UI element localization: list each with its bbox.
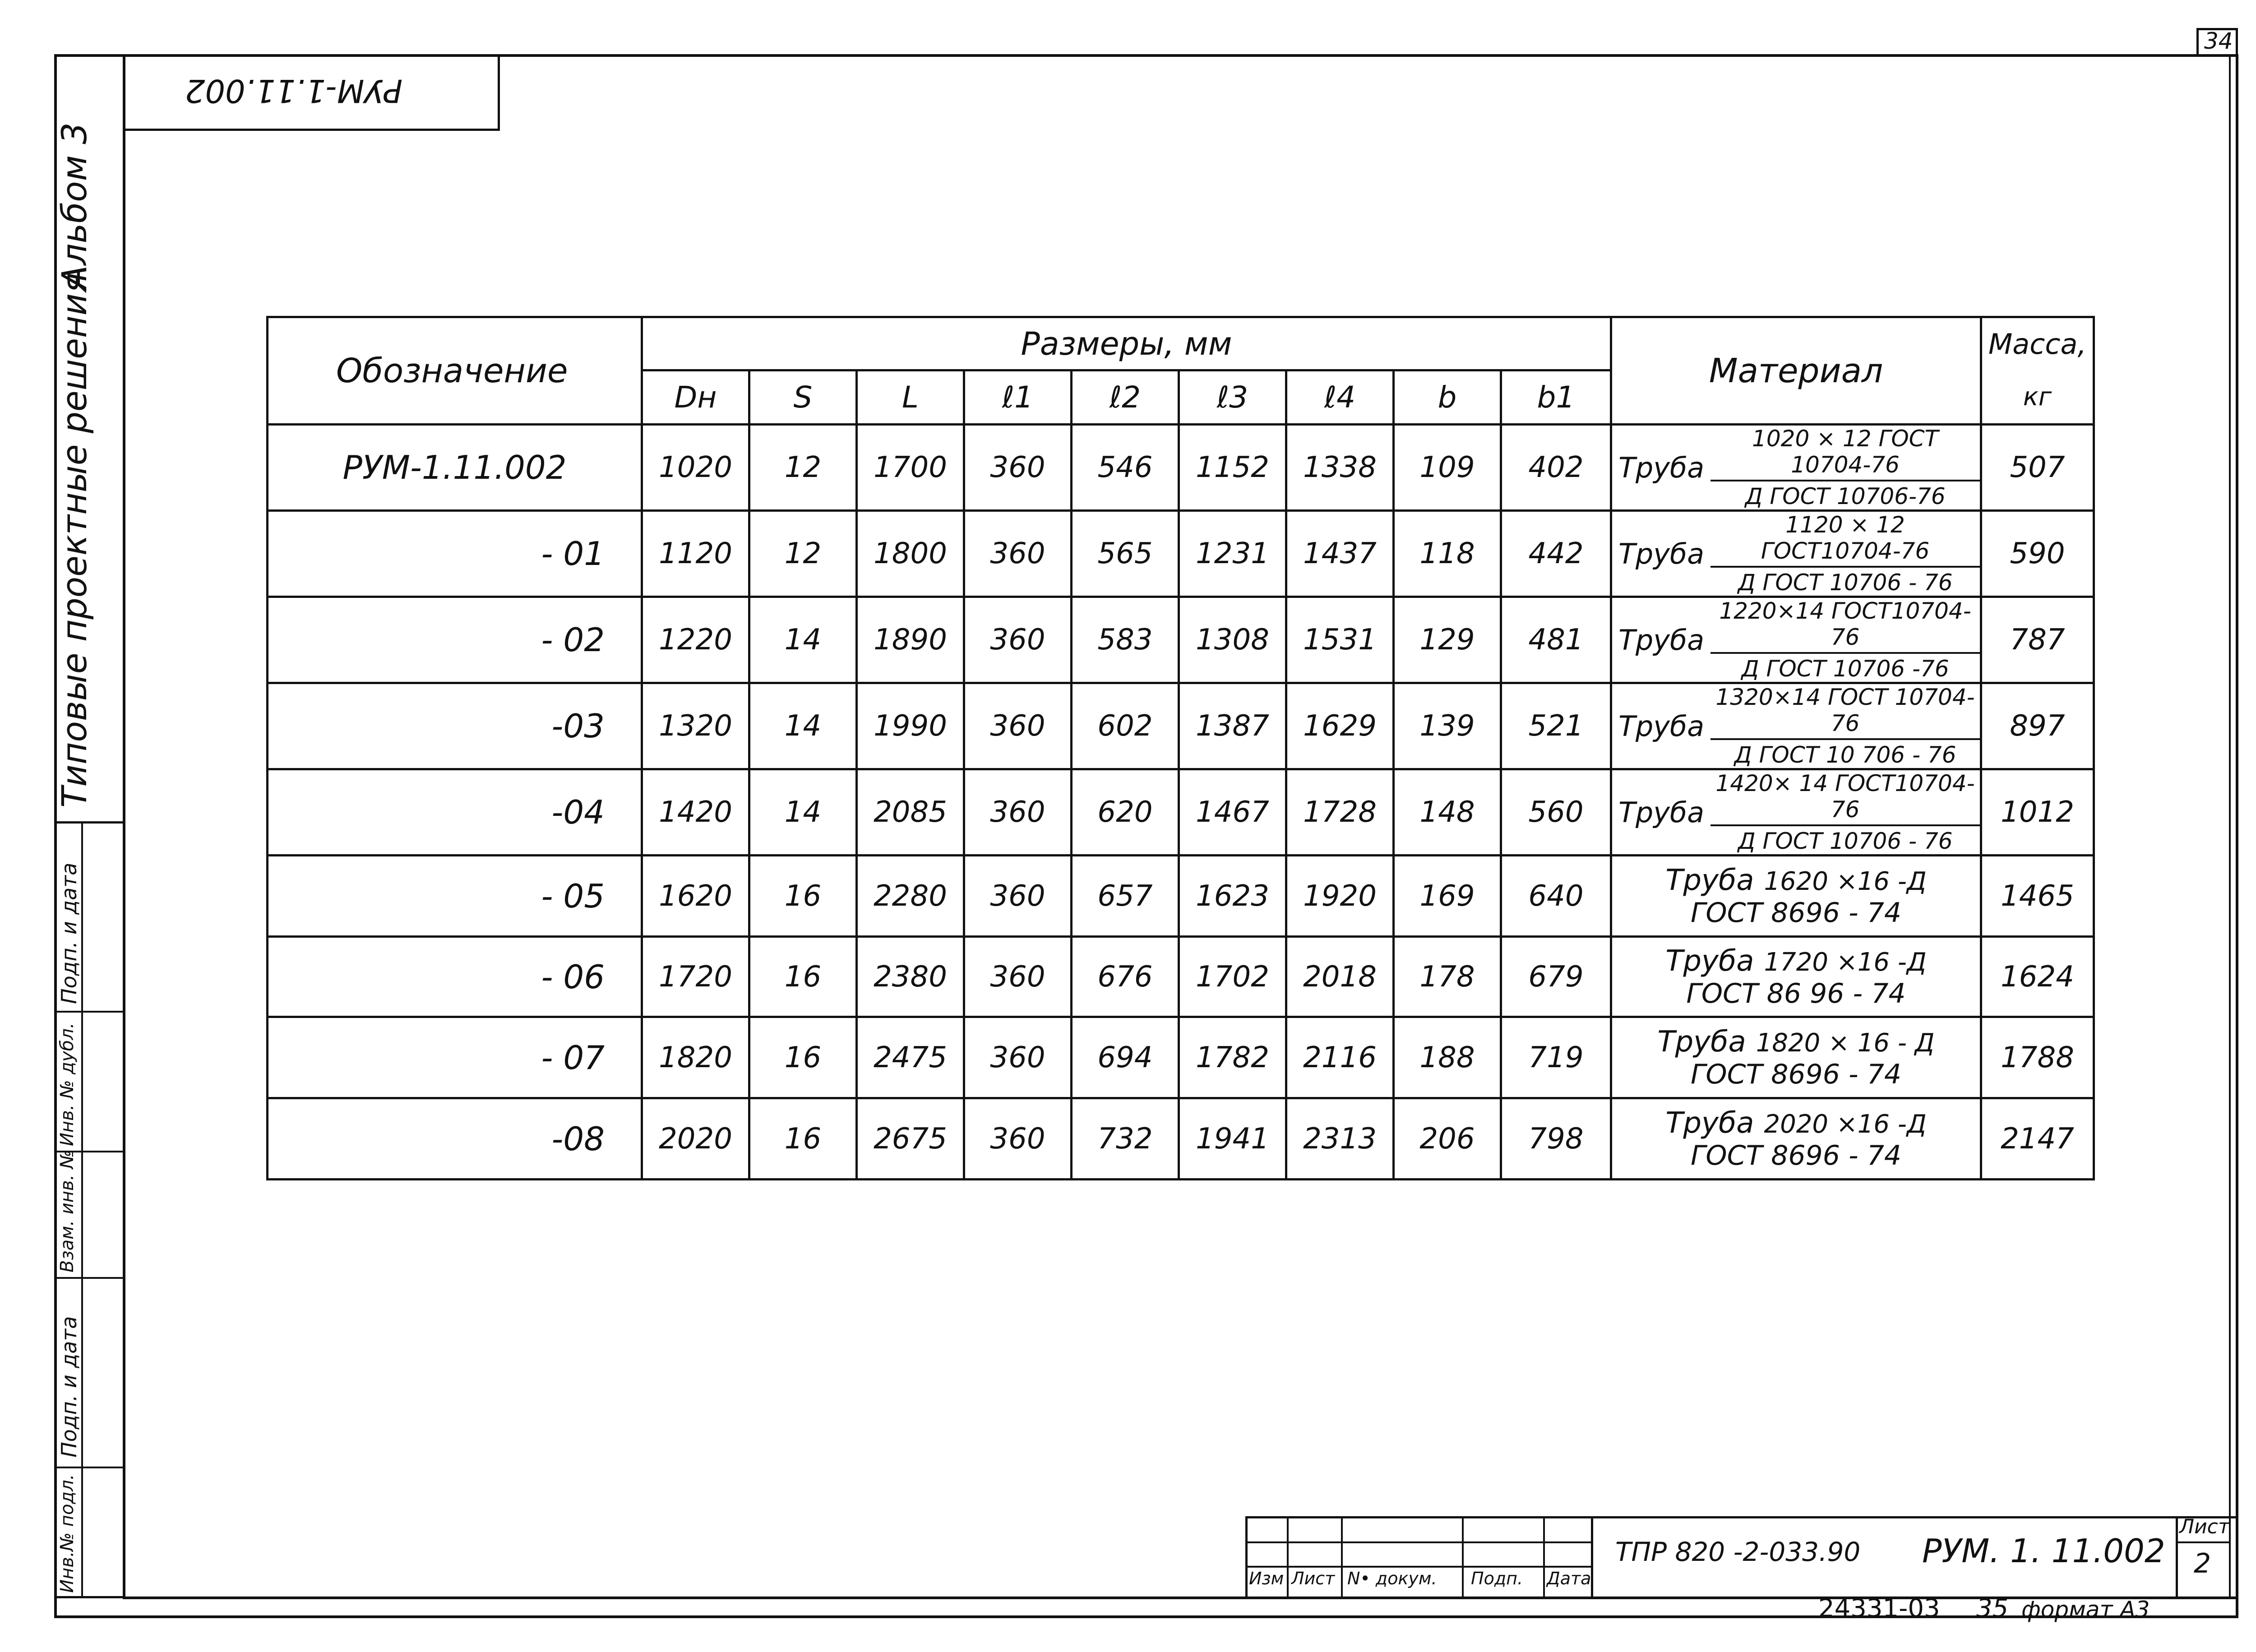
row-designation: -08 — [268, 1098, 642, 1180]
tb-label-sign: Подп. — [1471, 1569, 1523, 1588]
material-word: Труба — [1665, 863, 1754, 897]
cell-b: 169 — [1394, 856, 1501, 937]
header-col-l4: ℓ4 — [1286, 370, 1394, 425]
table-row — [268, 856, 2094, 937]
tb-label-change: Изм — [1249, 1569, 1284, 1588]
cell-l1: 360 — [964, 856, 1072, 937]
cell-l3: 1152 — [1179, 425, 1286, 511]
material-spec: 1720 ×16 -Д — [1764, 947, 1927, 977]
header-col-b: b — [1394, 370, 1501, 425]
material-standard: ГОСТ 8696 - 74 — [1690, 1058, 1902, 1090]
cell-mass: 1012 — [1981, 769, 2094, 856]
cell-dn: 1420 — [642, 769, 749, 856]
tb-label-doc: N• докум. — [1347, 1569, 1437, 1588]
tb-grid — [2176, 1516, 2178, 1598]
cell-dn: 1720 — [642, 937, 749, 1017]
cell-l: 1890 — [857, 597, 964, 683]
specification-table — [266, 316, 2095, 1180]
cell-l1: 360 — [964, 425, 1072, 511]
cell-dn: 1620 — [642, 856, 749, 937]
cell-b: 148 — [1394, 769, 1501, 856]
cell-l1: 360 — [964, 683, 1072, 769]
cell-l4: 1629 — [1286, 683, 1394, 769]
material-spec: 1620 ×16 -Д — [1764, 866, 1927, 896]
cell-l: 2475 — [857, 1017, 964, 1098]
material-spec: 1320×14 ГОСТ 10704-76 — [1710, 684, 1980, 740]
header-designation: Обозначение — [268, 317, 642, 425]
cell-material — [1611, 769, 1981, 856]
cell-b1: 402 — [1501, 425, 1611, 511]
cell-b: 109 — [1394, 425, 1501, 511]
material-standard: Д ГОСТ 10706 -76 — [1741, 656, 1949, 682]
cell-b1: 521 — [1501, 683, 1611, 769]
cell-b: 206 — [1394, 1098, 1501, 1180]
cell-l3: 1623 — [1179, 856, 1286, 937]
cell-material — [1611, 683, 1981, 769]
cell-b1: 640 — [1501, 856, 1611, 937]
tb-grid — [1245, 1566, 1593, 1568]
cell-b1: 679 — [1501, 937, 1611, 1017]
tb-label-sheet: Лист — [1291, 1569, 1335, 1588]
cell-l3: 1308 — [1179, 597, 1286, 683]
cell-l3: 1702 — [1179, 937, 1286, 1017]
cell-b: 118 — [1394, 511, 1501, 597]
cell-l3: 1782 — [1179, 1017, 1286, 1098]
cell-l4: 1437 — [1286, 511, 1394, 597]
tb-project-number: ТПР 820 -2-033.90 — [1615, 1536, 1861, 1567]
material-standard: ГОСТ 8696 - 74 — [1690, 1139, 1902, 1171]
material-spec: 2020 ×16 -Д — [1764, 1109, 1927, 1139]
row-designation: -04 — [268, 769, 642, 856]
row-designation: - 07 — [268, 1017, 642, 1098]
header-mass: Масса, — [1981, 317, 2094, 370]
material-standard: Д ГОСТ 10706 - 76 — [1738, 828, 1953, 854]
material-word: Труба — [1665, 1106, 1754, 1140]
material-standard: ГОСТ 86 96 - 74 — [1686, 977, 1906, 1009]
table-row — [268, 1017, 2094, 1098]
tb-grid — [1462, 1516, 1464, 1598]
cell-l2: 694 — [1072, 1017, 1179, 1098]
header-material: Материал — [1611, 317, 1981, 425]
strip-div — [54, 1011, 125, 1013]
cell-l: 2675 — [857, 1098, 964, 1180]
cell-b1: 481 — [1501, 597, 1611, 683]
cell-l1: 360 — [964, 937, 1072, 1017]
cell-mass: 787 — [1981, 597, 2094, 683]
left-strip-inner-line — [81, 821, 83, 1598]
cell-l3: 1231 — [1179, 511, 1286, 597]
footer-page: 35 — [1976, 1594, 2009, 1623]
cell-dn: 1020 — [642, 425, 749, 511]
tb-grid — [2176, 1541, 2230, 1543]
material-word: Труба — [1618, 451, 1705, 484]
cell-b1: 798 — [1501, 1098, 1611, 1180]
footer-format: формат А3 — [2021, 1596, 2150, 1623]
cell-l1: 360 — [964, 769, 1072, 856]
table-row — [268, 683, 2094, 769]
cell-material — [1611, 1017, 1981, 1098]
material-spec: 1120 × 12 ГОСТ10704-76 — [1710, 512, 1980, 568]
cell-material — [1611, 597, 1981, 683]
cell-mass: 1465 — [1981, 856, 2094, 937]
cell-l: 2380 — [857, 937, 964, 1017]
cell-l4: 2116 — [1286, 1017, 1394, 1098]
cell-l1: 360 — [964, 597, 1072, 683]
cell-l: 1700 — [857, 425, 964, 511]
header-col-dn: Dн — [642, 370, 749, 425]
cell-l4: 1728 — [1286, 769, 1394, 856]
cell-material — [1611, 856, 1981, 937]
cell-l4: 1531 — [1286, 597, 1394, 683]
cell-mass: 1788 — [1981, 1017, 2094, 1098]
row-designation: РУМ-1.11.002 — [268, 425, 642, 511]
cell-b: 139 — [1394, 683, 1501, 769]
cell-mass: 897 — [1981, 683, 2094, 769]
cell-s: 16 — [749, 856, 857, 937]
cell-b1: 560 — [1501, 769, 1611, 856]
cell-b1: 442 — [1501, 511, 1611, 597]
cell-dn: 1120 — [642, 511, 749, 597]
cell-l: 1800 — [857, 511, 964, 597]
header-col-l1: ℓ1 — [964, 370, 1072, 425]
table-row — [268, 937, 2094, 1017]
table-row — [268, 511, 2094, 597]
row-designation: - 01 — [268, 511, 642, 597]
cell-material — [1611, 1098, 1981, 1180]
cell-b: 129 — [1394, 597, 1501, 683]
cell-l1: 360 — [964, 511, 1072, 597]
material-word: Труба — [1618, 796, 1705, 829]
tb-document-code: РУМ. 1. 11.002 — [1922, 1532, 2165, 1570]
cell-l3: 1387 — [1179, 683, 1286, 769]
header-col-l3: ℓ3 — [1179, 370, 1286, 425]
cell-l2: 657 — [1072, 856, 1179, 937]
material-word: Труба — [1665, 944, 1754, 978]
material-standard: ГОСТ 8696 - 74 — [1690, 897, 1902, 929]
album-label: Альбом 3 — [54, 122, 94, 289]
row-designation: -03 — [268, 683, 642, 769]
material-word: Труба — [1657, 1025, 1746, 1059]
material-spec: 1020 × 12 ГОСТ 10704-76 — [1710, 426, 1980, 481]
row-designation: - 06 — [268, 937, 642, 1017]
cell-mass: 2147 — [1981, 1098, 2094, 1180]
cell-l1: 360 — [964, 1017, 1072, 1098]
strip-div — [54, 1467, 125, 1468]
header-col-l2: ℓ2 — [1072, 370, 1179, 425]
table-row — [268, 425, 2094, 511]
strip-repl-inv: Взам. инв. № — [57, 1150, 78, 1273]
cell-l2: 602 — [1072, 683, 1179, 769]
cell-l2: 546 — [1072, 425, 1179, 511]
strip-div — [54, 1277, 125, 1279]
frame-right-inner-line — [2229, 54, 2231, 1598]
table-row — [268, 1098, 2094, 1180]
cell-l2: 565 — [1072, 511, 1179, 597]
cell-l2: 676 — [1072, 937, 1179, 1017]
tb-label-date: Дата — [1547, 1569, 1591, 1588]
header-mass-unit: кг — [1981, 370, 2094, 425]
cell-l2: 583 — [1072, 597, 1179, 683]
cell-s: 16 — [749, 1017, 857, 1098]
row-designation: - 05 — [268, 856, 642, 937]
material-spec: 1820 × 16 - Д — [1756, 1028, 1935, 1058]
cell-l3: 1467 — [1179, 769, 1286, 856]
cell-s: 16 — [749, 937, 857, 1017]
tb-grid — [1341, 1516, 1343, 1598]
cell-s: 16 — [749, 1098, 857, 1180]
material-spec: 1420× 14 ГОСТ10704-76 — [1710, 770, 1980, 826]
strip-inv-orig: Инв.№ подл. — [57, 1474, 78, 1593]
table-row — [268, 769, 2094, 856]
cell-l4: 2313 — [1286, 1098, 1394, 1180]
tb-grid — [1591, 1516, 1593, 1598]
tb-grid — [1245, 1541, 1593, 1543]
cell-l2: 732 — [1072, 1098, 1179, 1180]
header-dimensions: Размеры, мм — [642, 317, 1611, 370]
header-col-b1: b1 — [1501, 370, 1611, 425]
cell-s: 14 — [749, 597, 857, 683]
material-standard: Д ГОСТ 10706-76 — [1745, 483, 1946, 509]
cell-material — [1611, 937, 1981, 1017]
material-spec: 1220×14 ГОСТ10704-76 — [1710, 598, 1980, 654]
material-word: Труба — [1618, 623, 1705, 657]
corner-sheet-number: 34 — [2204, 28, 2233, 54]
cell-b: 178 — [1394, 937, 1501, 1017]
cell-mass: 1624 — [1981, 937, 2094, 1017]
cell-l1: 360 — [964, 1098, 1072, 1180]
tb-grid — [1543, 1516, 1545, 1598]
material-standard: Д ГОСТ 10 706 - 76 — [1734, 742, 1956, 768]
cell-l3: 1941 — [1179, 1098, 1286, 1180]
strip-inv-dup: Инв. № дубл. — [57, 1023, 78, 1146]
material-word: Труба — [1618, 537, 1705, 570]
frame-right-line — [2236, 54, 2238, 1618]
cell-s: 14 — [749, 769, 857, 856]
cell-dn: 2020 — [642, 1098, 749, 1180]
cell-l: 2280 — [857, 856, 964, 937]
cell-l2: 620 — [1072, 769, 1179, 856]
material-word: Труба — [1618, 709, 1705, 743]
stamp-mirrored: РУМ-1.11.002 — [185, 72, 403, 109]
cell-l: 2085 — [857, 769, 964, 856]
cell-dn: 1320 — [642, 683, 749, 769]
cell-s: 14 — [749, 683, 857, 769]
cell-l4: 1920 — [1286, 856, 1394, 937]
cell-dn: 1820 — [642, 1017, 749, 1098]
tb-sheet-number: 2 — [2194, 1548, 2211, 1579]
tb-sheet-label: Лист — [2179, 1515, 2230, 1538]
cell-b: 188 — [1394, 1017, 1501, 1098]
header-col-l: L — [857, 370, 964, 425]
strip-sign-date-1: Подп. и дата — [57, 862, 81, 1004]
cell-s: 12 — [749, 425, 857, 511]
cell-dn: 1220 — [642, 597, 749, 683]
tb-grid — [1287, 1516, 1289, 1598]
strip-sign-date-2: Подп. и дата — [57, 1316, 81, 1458]
cell-mass: 590 — [1981, 511, 2094, 597]
cell-s: 12 — [749, 511, 857, 597]
cell-mass: 507 — [1981, 425, 2094, 511]
cell-l4: 1338 — [1286, 425, 1394, 511]
cell-l: 1990 — [857, 683, 964, 769]
cell-material — [1611, 425, 1981, 511]
cell-material — [1611, 511, 1981, 597]
row-designation: - 02 — [268, 597, 642, 683]
cell-l4: 2018 — [1286, 937, 1394, 1017]
footer-inventory: 24331-03 — [1818, 1594, 1940, 1623]
cell-b1: 719 — [1501, 1017, 1611, 1098]
series-label: Типовые проектные решения — [54, 273, 94, 808]
header-col-s: S — [749, 370, 857, 425]
table-row — [268, 597, 2094, 683]
material-standard: Д ГОСТ 10706 - 76 — [1738, 569, 1953, 596]
